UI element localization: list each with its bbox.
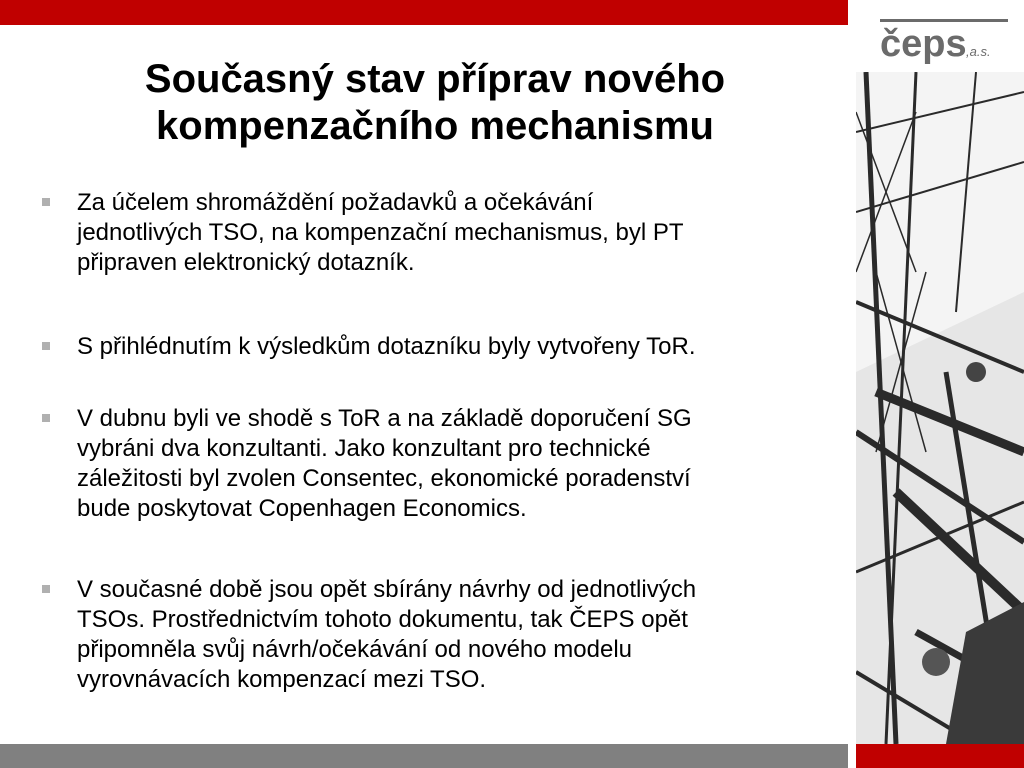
bullet-item: [40, 404, 830, 524]
bullet-line: připomněla svůj návrh/očekávání od nového modelu: [77, 636, 633, 663]
ceps-logo: [880, 14, 1010, 66]
bullet-line: TSOs. Prostřednictvím tohoto dokumentu, tak ČEPS opět: [77, 606, 688, 633]
bullet-line: S přihlédnutím k výsledkům dotazníku byly vytvořeny ToR.: [77, 333, 696, 360]
bullet-line: jednotlivých TSO, na kompenzační mechanismus, byl PT: [77, 219, 684, 246]
bullet-line: Za účelem shromáždění požadavků a očekávání: [77, 189, 594, 216]
slide-title-line: Současný stav příprav nového: [144, 57, 726, 101]
slide-title: [40, 56, 830, 150]
square-bullet-icon: [42, 198, 50, 206]
bullet-item: [40, 575, 830, 695]
square-bullet-icon: [42, 342, 50, 350]
bullet-line: vybráni dva konzultanti. Jako konzultant pro technické: [77, 435, 651, 462]
top-accent-bar: [0, 0, 848, 25]
bullet-line: vyrovnávacích kompenzací mezi TSO.: [77, 666, 487, 693]
bullet-line: bude poskytovat Copenhagen Economics.: [77, 495, 527, 522]
slide-title-line: kompenzačního mechanismu: [156, 104, 714, 148]
bullet-item: [40, 332, 830, 362]
bullet-line: připraven elektronický dotazník.: [77, 249, 415, 276]
transmission-tower-photo: [856, 72, 1024, 744]
square-bullet-icon: [42, 414, 50, 422]
bullet-list: [40, 188, 830, 695]
bullet-line: V současné době jsou opět sbírány návrhy od jednotlivých: [77, 576, 697, 603]
logo-rule: [880, 19, 1008, 22]
bottom-accent-bar-right: [856, 744, 1024, 768]
square-bullet-icon: [42, 585, 50, 593]
bullet-line: záležitosti byl zvolen Consentec, ekonomické poradenství: [77, 465, 691, 492]
bullet-line: V dubnu byli ve shodě s ToR a na základě doporučení SG: [77, 405, 692, 432]
logo-suffix: ,a.s.: [966, 44, 991, 59]
bottom-accent-bar: [0, 744, 848, 768]
bullet-item: [40, 188, 830, 278]
logo-wordmark: čeps: [880, 23, 967, 65]
